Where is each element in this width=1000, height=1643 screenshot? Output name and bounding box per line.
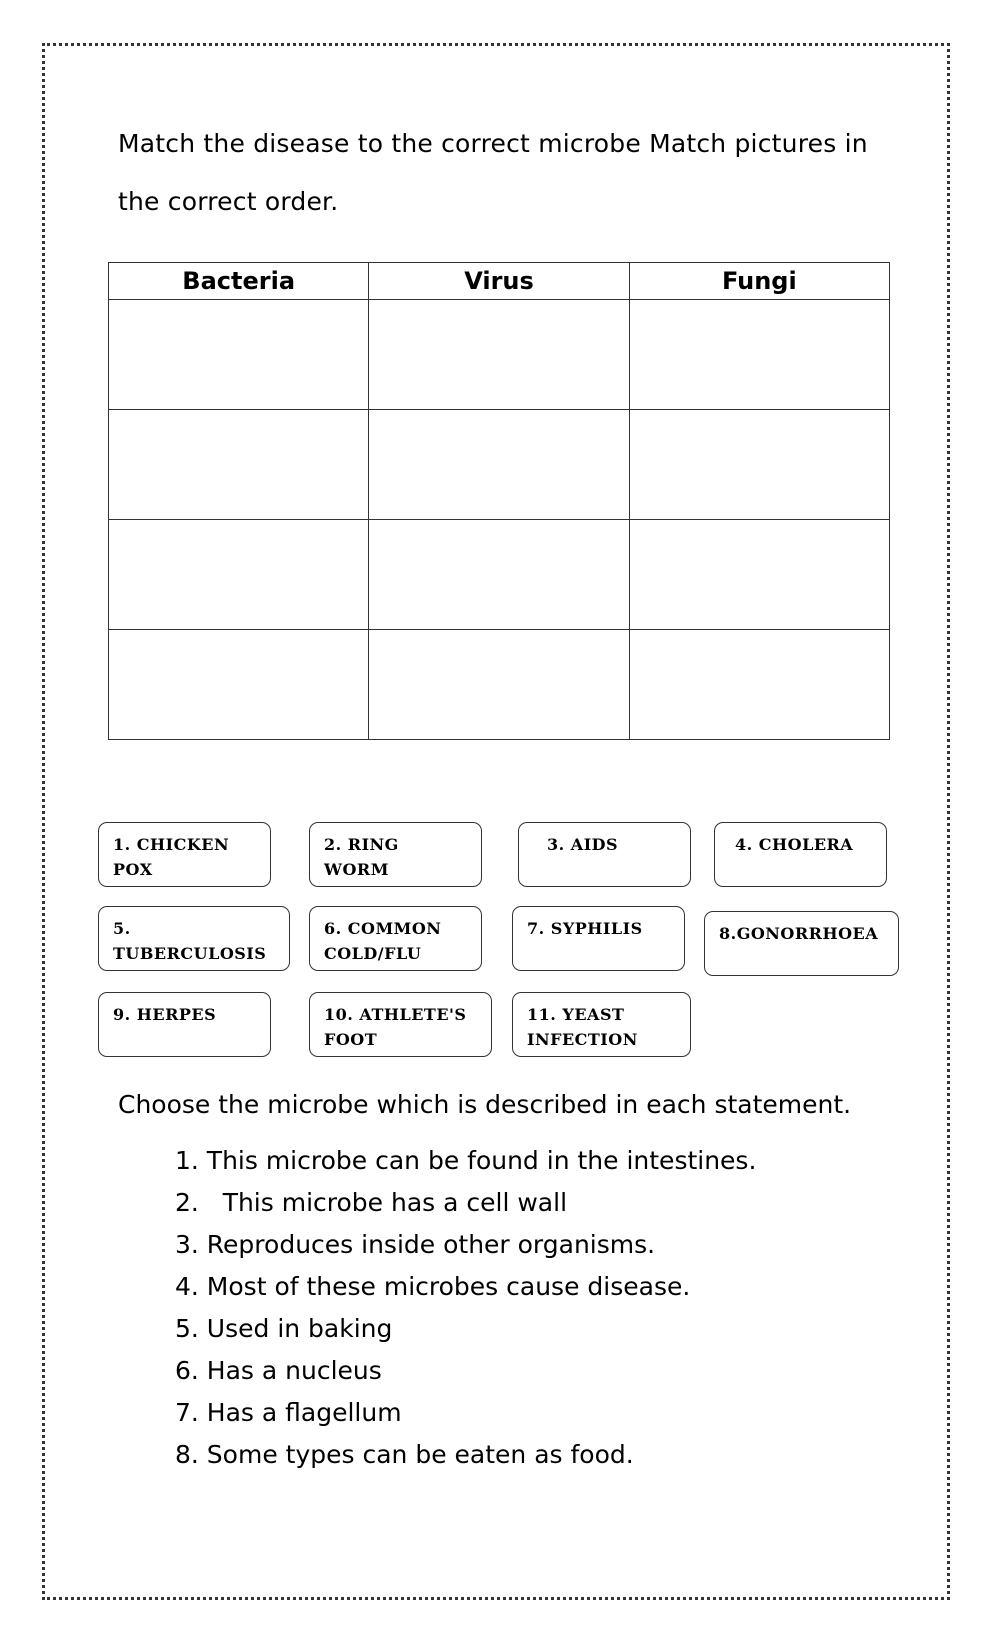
disease-chip-common-cold[interactable]: 6. COMMON COLD/FLU (309, 906, 482, 971)
instruction-line-2: the correct order. (118, 187, 339, 216)
disease-chip-tuberculosis[interactable]: 5. TUBERCULOSIS (98, 906, 290, 971)
list-item: 7. Has a flagellum (175, 1398, 402, 1427)
header-bacteria: Bacteria (109, 263, 369, 300)
list-item: 6. Has a nucleus (175, 1356, 382, 1385)
list-item: 1. This microbe can be found in the intestines. (175, 1146, 757, 1175)
list-item: 3. Reproduces inside other organisms. (175, 1230, 656, 1259)
drop-cell-virus[interactable] (369, 410, 629, 520)
drop-cell-bacteria[interactable] (109, 410, 369, 520)
disease-chip-chicken-pox[interactable]: 1. CHICKEN POX (98, 822, 271, 887)
drop-cell-virus[interactable] (369, 630, 629, 740)
disease-chip-cholera[interactable]: 4. CHOLERA (714, 822, 887, 887)
drop-cell-bacteria[interactable] (109, 630, 369, 740)
drop-cell-virus[interactable] (369, 300, 629, 410)
table-row (109, 630, 890, 740)
list-item: 8. Some types can be eaten as food. (175, 1440, 634, 1469)
drop-cell-virus[interactable] (369, 520, 629, 630)
disease-chip-athletes-foot[interactable]: 10. ATHLETE'S FOOT (309, 992, 492, 1057)
disease-chip-herpes[interactable]: 9. HERPES (98, 992, 271, 1057)
drop-cell-bacteria[interactable] (109, 520, 369, 630)
drop-cell-fungi[interactable] (629, 630, 889, 740)
microbe-matching-table (108, 262, 890, 740)
list-item: 4. Most of these microbes cause disease. (175, 1272, 691, 1301)
drop-cell-fungi[interactable] (629, 520, 889, 630)
disease-chip-syphilis[interactable]: 7. SYPHILIS (512, 906, 685, 971)
statement-list (175, 1140, 756, 1476)
header-virus: Virus (369, 263, 629, 300)
table-row (109, 410, 890, 520)
table-header-row (109, 263, 890, 300)
list-item: 2. This microbe has a cell wall (175, 1188, 568, 1217)
drop-cell-fungi[interactable] (629, 410, 889, 520)
disease-chip-gonorrhoea[interactable]: 8.GONORRHOEA (704, 911, 899, 976)
list-item: 5. Used in baking (175, 1314, 393, 1343)
instructions (118, 115, 878, 231)
disease-chip-ring-worm[interactable]: 2. RING WORM (309, 822, 482, 887)
question-title: Choose the microbe which is described in each statement. (118, 1090, 852, 1119)
disease-chip-aids[interactable]: 3. AIDS (518, 822, 691, 887)
drop-cell-bacteria[interactable] (109, 300, 369, 410)
table-row (109, 300, 890, 410)
table-row (109, 520, 890, 630)
drop-cell-fungi[interactable] (629, 300, 889, 410)
header-fungi: Fungi (629, 263, 889, 300)
disease-chip-yeast-infection[interactable]: 11. YEAST INFECTION (512, 992, 691, 1057)
instruction-line-1: Match the disease to the correct microbe Match pictures in (118, 129, 868, 158)
